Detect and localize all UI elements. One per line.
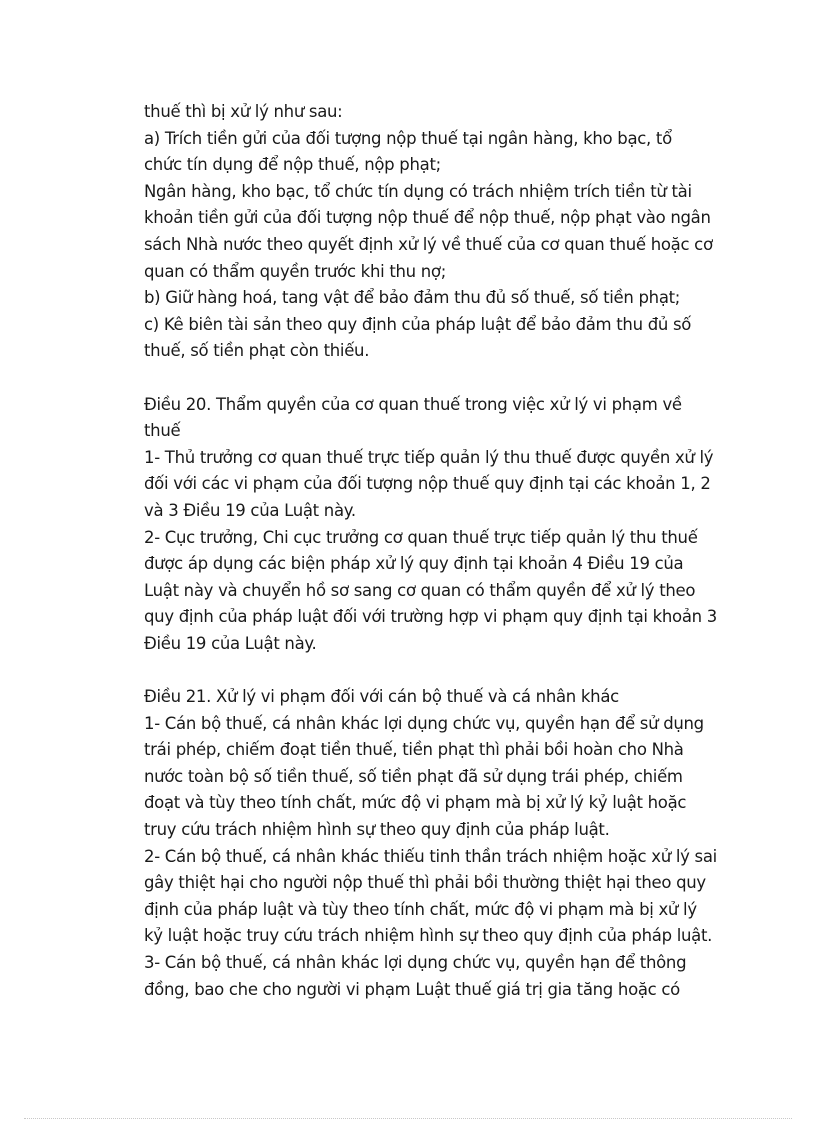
- text-line: đoạt và tùy theo tính chất, mức độ vi phạm mà bị xử lý kỷ luật hoặc: [144, 793, 687, 813]
- text-line: thuế, số tiền phạt còn thiếu.: [144, 341, 370, 361]
- text-line: c) Kê biên tài sản theo quy định của pháp luật để bảo đảm thu đủ số: [144, 314, 692, 334]
- text-line: Luật này và chuyển hồ sơ sang cơ quan có thẩm quyền để xử lý theo: [144, 580, 696, 600]
- text-line: Ngân hàng, kho bạc, tổ chức tín dụng có trách nhiệm trích tiền từ tài: [144, 181, 692, 201]
- article-20-block: [144, 392, 744, 658]
- text-line: a) Trích tiền gửi của đối tượng nộp thuế tại ngân hàng, kho bạc, tổ: [144, 128, 672, 148]
- text-line: thuế thì bị xử lý như sau:: [144, 102, 343, 121]
- text-line: 3- Cán bộ thuế, cá nhân khác lợi dụng chức vụ, quyền hạn để thông: [144, 953, 687, 972]
- text-line: quy định của pháp luật đối với trường hợp vi phạm quy định tại khoản 3: [144, 607, 717, 627]
- text-line: Điều 19 của Luật này.: [144, 633, 317, 653]
- text-line: 2- Cán bộ thuế, cá nhân khác thiếu tinh thần trách nhiệm hoặc xử lý sai: [144, 846, 717, 866]
- paragraph-block-1: [144, 99, 744, 365]
- text-line: 1- Thủ trưởng cơ quan thuế trực tiếp quản lý thu thuế được quyền xử lý: [144, 447, 714, 467]
- document-page: [144, 99, 744, 1003]
- text-line: 1- Cán bộ thuế, cá nhân khác lợi dụng chức vụ, quyền hạn để sử dụng: [144, 713, 704, 733]
- text-line: chức tín dụng để nộp thuế, nộp phạt;: [144, 155, 441, 175]
- paragraph-spacer: [144, 365, 744, 392]
- text-line: và 3 Điều 19 của Luật này.: [144, 500, 356, 520]
- text-line: trái phép, chiếm đoạt tiền thuế, tiền phạt thì phải bồi hoàn cho Nhà: [144, 740, 684, 760]
- text-line: đối với các vi phạm của đối tượng nộp thuế quy định tại các khoản 1, 2: [144, 474, 711, 494]
- text-line: được áp dụng các biện pháp xử lý quy định tại khoản 4 Điều 19 của: [144, 554, 684, 574]
- text-line: gây thiệt hại cho người nộp thuế thì phải bồi thường thiệt hại theo quy: [144, 873, 706, 893]
- text-line: nước toàn bộ số tiền thuế, số tiền phạt đã sử dụng trái phép, chiếm: [144, 766, 683, 786]
- paragraph-spacer: [144, 657, 744, 684]
- text-line: sách Nhà nước theo quyết định xử lý về thuế của cơ quan thuế hoặc cơ: [144, 234, 713, 254]
- page-bottom-divider: [24, 1118, 792, 1119]
- text-line: kỷ luật hoặc truy cứu trách nhiệm hình sự theo quy định của pháp luật.: [144, 926, 713, 946]
- article-heading-cont: thuế: [144, 421, 181, 441]
- text-line: khoản tiền gửi của đối tượng nộp thuế để nộp thuế, nộp phạt vào ngân: [144, 208, 711, 228]
- text-line: b) Giữ hàng hoá, tang vật để bảo đảm thu đủ số thuế, số tiền phạt;: [144, 288, 681, 308]
- article-heading: Điều 21. Xử lý vi phạm đối với cán bộ thuế và cá nhân khác: [144, 687, 619, 707]
- article-heading: Điều 20. Thẩm quyền của cơ quan thuế trong việc xử lý vi phạm về: [144, 394, 682, 414]
- text-line: đồng, bao che cho người vi phạm Luật thuế giá trị gia tăng hoặc có: [144, 979, 680, 999]
- text-line: định của pháp luật và tùy theo tính chất, mức độ vi phạm mà bị xử lý: [144, 899, 697, 919]
- text-line: 2- Cục trưởng, Chi cục trưởng cơ quan thuế trực tiếp quản lý thu thuế: [144, 527, 698, 547]
- text-line: quan có thẩm quyền trước khi thu nợ;: [144, 261, 446, 281]
- text-line: truy cứu trách nhiệm hình sự theo quy định của pháp luật.: [144, 820, 610, 840]
- article-21-block: [144, 684, 744, 1003]
